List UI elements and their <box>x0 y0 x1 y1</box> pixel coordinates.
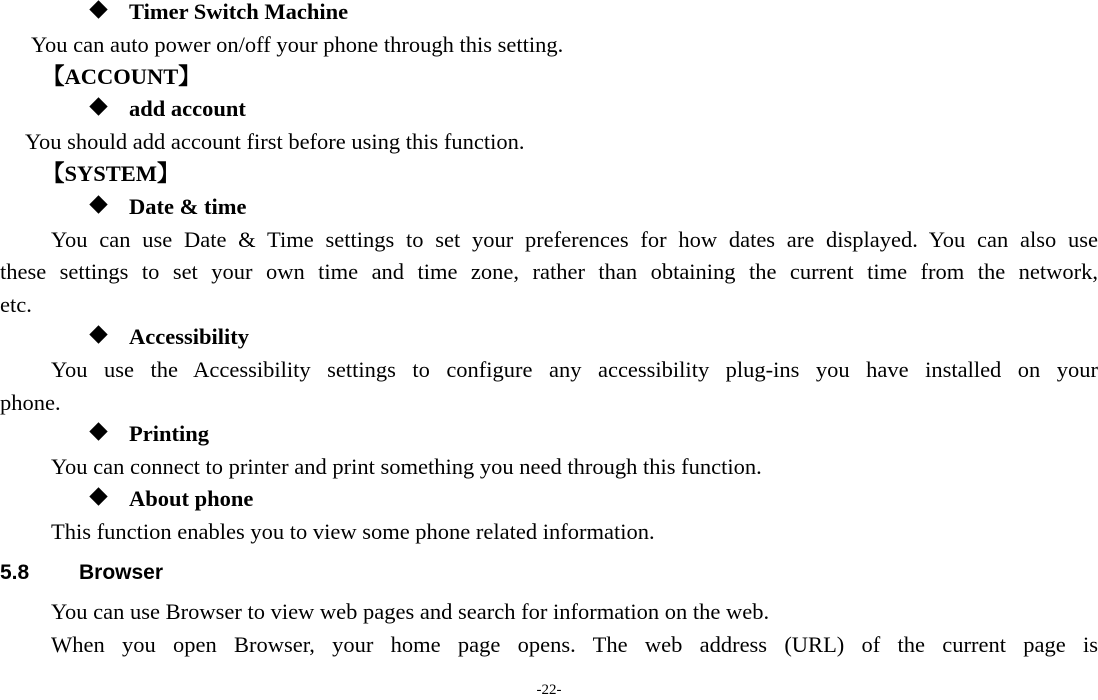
about-phone-heading <box>92 488 253 511</box>
page-number: -22- <box>536 682 562 698</box>
date-time-body-line-1: You can use Date & Time settings to set your preferences for how dates are displayed. You can also use <box>51 227 1098 252</box>
diamond-bullet-icon <box>89 195 107 213</box>
about-phone-body: This function enables you to view some phone related information. <box>51 519 655 544</box>
about-phone-heading-text: About phone <box>129 486 254 511</box>
diamond-bullet-icon <box>89 97 107 115</box>
date-time-body-line-2: these settings to set your own time and time zone, rather than obtaining the current time from the network, <box>0 259 1098 284</box>
account-section-label: 【ACCOUNT】 <box>42 64 201 89</box>
add-account-heading <box>92 98 246 121</box>
diamond-bullet-icon <box>89 487 107 505</box>
timer-body: You can auto power on/off your phone through this setting. <box>31 32 564 57</box>
timer-heading <box>92 1 348 24</box>
add-account-body: You should add account first before using this function. <box>25 129 525 154</box>
date-time-body-line-3: etc. <box>0 292 32 317</box>
browser-body-line-2: When you open Browser, your home page opens. The web address (URL) of the current page is <box>51 632 1098 657</box>
diamond-bullet-icon <box>89 0 107 18</box>
date-time-heading-text: Date & time <box>129 194 247 219</box>
printing-heading <box>92 423 209 446</box>
system-section-label: 【SYSTEM】 <box>42 161 180 186</box>
diamond-bullet-icon <box>89 422 107 440</box>
printing-heading-text: Printing <box>129 421 210 446</box>
accessibility-body-line-2: phone. <box>0 390 61 415</box>
accessibility-heading <box>92 326 249 349</box>
date-time-heading <box>92 196 246 219</box>
section-heading-browser <box>0 562 163 583</box>
printing-body: You can connect to printer and print something you need through this function. <box>51 454 762 479</box>
diamond-bullet-icon <box>89 325 107 343</box>
accessibility-heading-text: Accessibility <box>129 324 249 349</box>
timer-heading-text: Timer Switch Machine <box>129 0 349 24</box>
section-title: Browser <box>79 561 164 584</box>
accessibility-body-line-1: You use the Accessibility settings to configure any accessibility plug-ins you have installed on your <box>51 357 1098 382</box>
browser-body-line-1: You can use Browser to view web pages and search for information on the web. <box>51 599 770 624</box>
section-number: 5.8 <box>0 561 30 584</box>
add-account-heading-text: add account <box>129 96 246 121</box>
